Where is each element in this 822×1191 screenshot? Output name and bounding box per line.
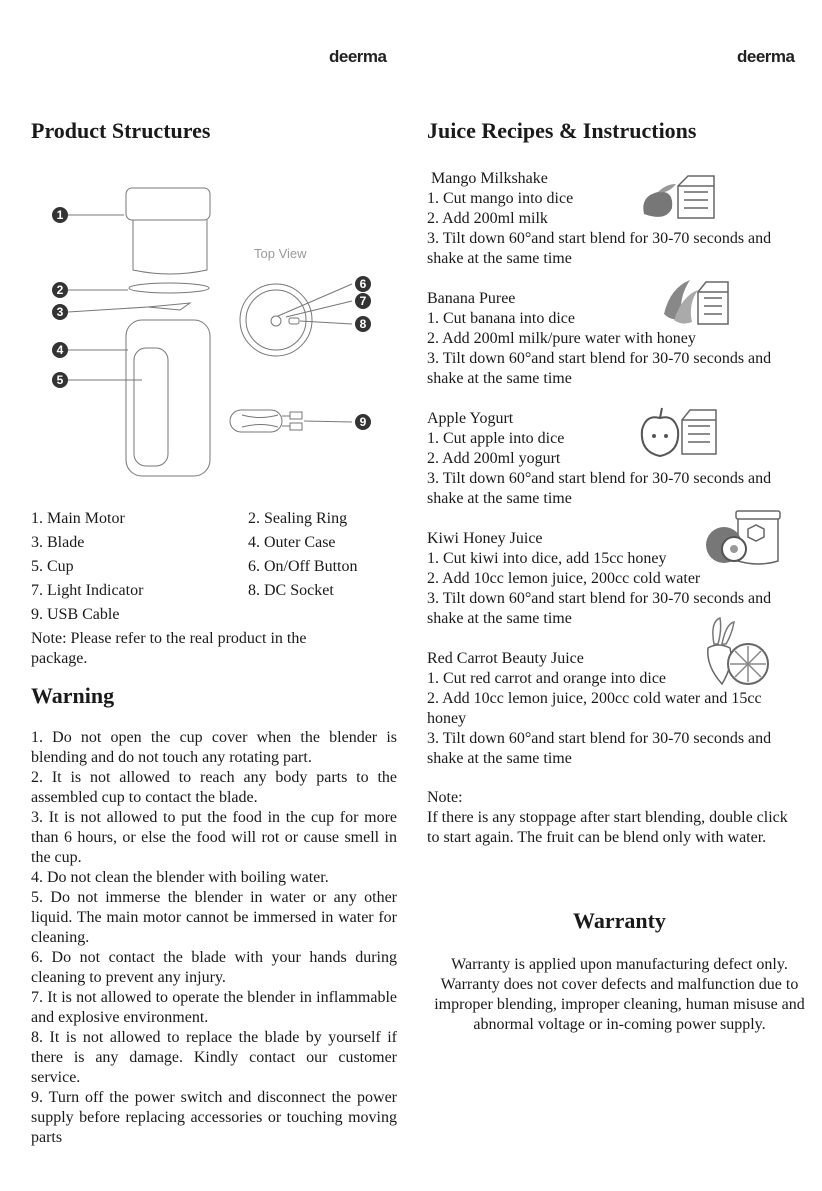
recipe-step: 2. Add 200ml milk — [427, 210, 548, 227]
recipe-step: 1. Cut kiwi into dice, add 15cc honey — [427, 550, 667, 567]
warning-title: Warning — [31, 683, 115, 708]
cup-shape — [133, 220, 207, 274]
part-label: 2. Sealing Ring — [248, 510, 348, 527]
dc-socket-shape — [289, 318, 299, 324]
structures-title: Product Structures — [31, 118, 211, 143]
recipe-name: Banana Puree — [427, 290, 516, 307]
recipe-name: Mango Milkshake — [427, 170, 548, 187]
callout-3: 3 — [56, 305, 64, 319]
recipe-step: 3. Tilt down 60°and start blend for 30-70 seconds and shake at the same time — [427, 350, 772, 387]
recipes-note — [427, 788, 797, 848]
callout-2: 2 — [56, 283, 64, 297]
recipe-step: 2. Add 200ml yogurt — [427, 450, 561, 467]
callout-8: 8 — [359, 317, 367, 331]
callout-1: 1 — [56, 208, 64, 222]
part-label: 9. USB Cable — [31, 606, 120, 623]
part-label: 1. Main Motor — [31, 510, 125, 527]
structures-note: Note: Please refer to the real product in the package. — [31, 630, 307, 667]
part-label: 3. Blade — [31, 534, 85, 551]
recipe-step: 2. Add 200ml milk/pure water with honey — [427, 330, 696, 347]
recipe-step: 3. Tilt down 60°and start blend for 30-70 seconds and shake at the same time — [427, 230, 772, 267]
parts-row — [31, 555, 391, 579]
warning-item: 4. Do not clean the blender with boiling water. — [31, 869, 329, 886]
warning-item: 9. Turn off the power switch and disconnect the power supply before replacing accessories or touching moving parts — [31, 1089, 397, 1146]
warranty-text: Warranty is applied upon manufacturing defect only. Warranty does not cover defects and malfunction due to improper blending, improper cleaning, human misuse and abnormal voltage or in-coming power supply. — [434, 956, 805, 1033]
recipe-banana — [427, 289, 797, 389]
recipe-step: 1. Cut mango into dice — [427, 190, 574, 207]
kiwi-honey-icon — [700, 509, 786, 569]
recipes-note-label: Note: — [427, 789, 463, 806]
warning-item: 7. It is not allowed to operate the blender in inflammable and explosive environment. — [31, 989, 397, 1026]
on-off-button-shape — [271, 316, 281, 326]
apple-icon — [638, 404, 720, 460]
warning-item: 6. Do not contact the blade with your hands during cleaning to prevent any injury. — [31, 949, 397, 986]
carrot-orange-icon — [700, 614, 774, 688]
callout-6: 6 — [359, 277, 367, 291]
recipes-note-text: If there is any stoppage after start blending, double click to start again. The fruit can be blend only with water. — [427, 809, 788, 846]
warning-item: 8. It is not allowed to replace the blade by yourself if there is any damage. Kindly contact our customer service. — [31, 1029, 397, 1086]
recipe-step: 3. Tilt down 60°and start blend for 30-70 seconds and shake at the same time — [427, 470, 772, 507]
parts-row — [31, 507, 391, 531]
banana-icon — [660, 274, 732, 328]
top-view-label: Top View — [254, 246, 307, 261]
grip-panel-shape — [134, 348, 168, 466]
recipe-step: 3. Tilt down 60°and start blend for 30-70 seconds and shake at the same time — [427, 730, 772, 767]
warning-item: 5. Do not immerse the blender in water or any other liquid. The main motor cannot be immersed in water for cleaning. — [31, 889, 397, 946]
warning-item: 3. It is not allowed to put the food in the cup for more than 6 hours, or else the food will rot or cause smell in the cup. — [31, 809, 397, 866]
parts-row — [31, 603, 391, 627]
recipes-title: Juice Recipes & Instructions — [427, 118, 697, 143]
callout-9: 9 — [359, 415, 367, 429]
main-motor-shape — [126, 188, 210, 220]
recipe-name: Kiwi Honey Juice — [427, 530, 543, 547]
part-label: 6. On/Off Button — [248, 558, 358, 575]
recipe-step: 3. Tilt down 60°and start blend for 30-70 seconds and shake at the same time — [427, 590, 772, 627]
mango-icon — [638, 170, 718, 224]
usb-cable-shape — [230, 410, 282, 432]
recipe-step: 1. Cut apple into dice — [427, 430, 565, 447]
warranty-title: Warranty — [573, 908, 666, 933]
part-label: 7. Light Indicator — [31, 582, 144, 599]
callout-7: 7 — [359, 294, 367, 308]
part-label: 5. Cup — [31, 558, 74, 575]
product-diagram — [30, 180, 390, 480]
part-label: 4. Outer Case — [248, 534, 336, 551]
parts-row — [31, 531, 391, 555]
sealing-ring-shape — [129, 283, 209, 293]
warning-list — [31, 728, 397, 1148]
recipe-step: 1. Cut banana into dice — [427, 310, 575, 327]
recipe-mango — [427, 169, 797, 269]
callout-4: 4 — [56, 343, 64, 357]
warning-item: 1. Do not open the cup cover when the blender is blending and do not touch any rotating part. — [31, 729, 397, 766]
brand-logo-right: deerma — [737, 47, 795, 66]
top-view-inner — [246, 290, 306, 350]
part-label: 8. DC Socket — [248, 582, 334, 599]
top-view-outer — [240, 284, 312, 356]
recipe-name: Red Carrot Beauty Juice — [427, 650, 584, 667]
callout-5: 5 — [56, 373, 64, 387]
parts-row — [31, 579, 391, 603]
parts-list — [31, 507, 391, 627]
blade-shape — [148, 303, 190, 310]
brand-logo-left: deerma — [329, 47, 387, 66]
recipe-step: 2. Add 10cc lemon juice, 200cc cold water and 15cc honey — [427, 690, 762, 727]
warning-item: 2. It is not allowed to reach any body parts to the assembled cup to contact the blade. — [31, 769, 397, 806]
recipe-name: Apple Yogurt — [427, 410, 514, 427]
recipe-step: 1. Cut red carrot and orange into dice — [427, 670, 667, 687]
recipe-step: 2. Add 10cc lemon juice, 200cc cold water — [427, 570, 701, 587]
recipe-apple — [427, 409, 797, 509]
